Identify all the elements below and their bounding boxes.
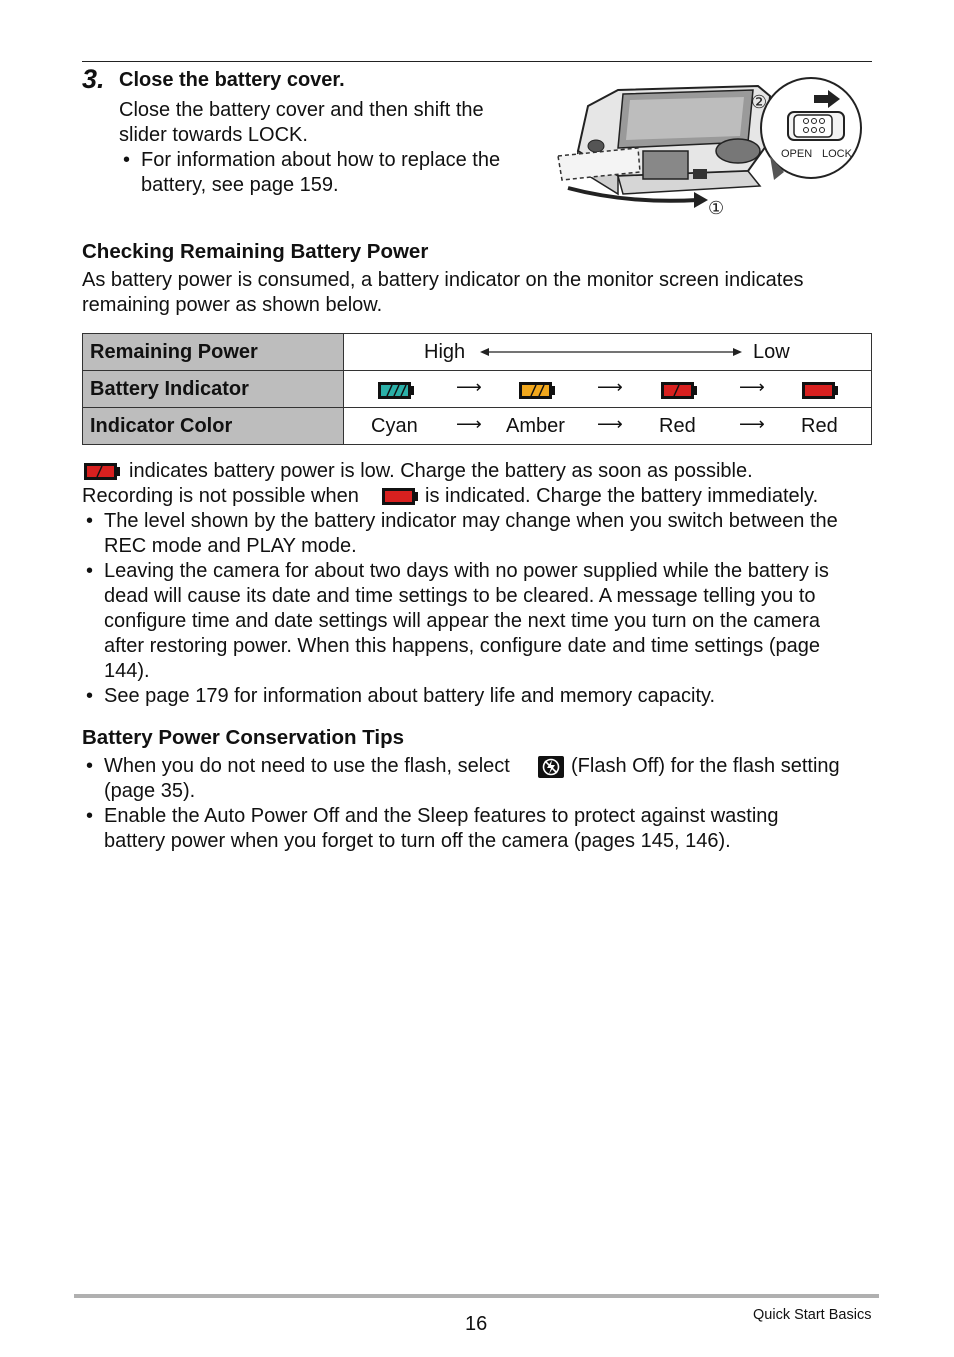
note-bullet-2-line-4: after restoring power. When this happens, configure date and time settings (page bbox=[104, 635, 820, 657]
section-name: Quick Start Basics bbox=[753, 1307, 872, 1323]
battery-full-icon bbox=[377, 381, 415, 400]
bullet-dot: • bbox=[86, 510, 94, 532]
row-label-indicator-color: Indicator Color bbox=[83, 408, 344, 445]
checking-text-line-1: As battery power is consumed, a battery indicator on the monitor screen indicates bbox=[82, 269, 804, 291]
section-heading-checking: Checking Remaining Battery Power bbox=[82, 240, 429, 263]
note-bullet-2-line-5: 144). bbox=[104, 660, 150, 682]
remaining-power-cell bbox=[344, 334, 872, 371]
bullet-dot: • bbox=[86, 685, 94, 707]
battery-empty-icon bbox=[381, 487, 419, 506]
note-line-2a: Recording is not possible when bbox=[82, 485, 359, 507]
section-heading-tips: Battery Power Conservation Tips bbox=[82, 726, 405, 749]
note-bullet-3-line-1: See page 179 for information about battery life and memory capacity. bbox=[104, 685, 716, 707]
arrow-icon: ⟶ bbox=[739, 377, 765, 397]
step-title: Close the battery cover. bbox=[119, 69, 345, 91]
flash-off-icon bbox=[538, 756, 564, 778]
note-line-1: indicates battery power is low. Charge the battery as soon as possible. bbox=[129, 460, 753, 482]
note-bullet-1-line-2: REC mode and PLAY mode. bbox=[104, 535, 357, 557]
tips-bullet-1-a: When you do not need to use the flash, select bbox=[104, 755, 510, 777]
step-bullet-line-2: battery, see page 159. bbox=[141, 174, 339, 196]
table-row bbox=[83, 371, 872, 408]
step-text-line-2: slider towards LOCK. bbox=[119, 124, 308, 146]
arrow-icon: ⟶ bbox=[597, 377, 623, 397]
low-label: Low bbox=[753, 341, 790, 363]
color-red-2: Red bbox=[801, 415, 838, 437]
arrow-icon: ⟶ bbox=[739, 414, 765, 434]
callout-2: ② bbox=[751, 92, 768, 113]
battery-two-bars-icon bbox=[518, 381, 556, 400]
note-bullet-2-line-1: Leaving the camera for about two days with no power supplied while the battery is bbox=[104, 560, 829, 582]
battery-low-icon bbox=[660, 381, 698, 400]
tips-bullet-2-line-2: battery power when you forget to turn off the camera (pages 145, 146). bbox=[104, 830, 731, 852]
arrow-icon: ⟶ bbox=[456, 414, 482, 434]
note-bullet-1-line-1: The level shown by the battery indicator may change when you switch between the bbox=[104, 510, 838, 532]
callout-1: ① bbox=[708, 198, 725, 219]
bullet-dot: • bbox=[86, 805, 94, 827]
open-label: OPEN bbox=[781, 148, 813, 160]
page-number: 16 bbox=[465, 1313, 488, 1335]
indicator-color-cell bbox=[344, 408, 872, 445]
tips-bullet-2-line-1: Enable the Auto Power Off and the Sleep features to protect against wasting bbox=[104, 805, 779, 827]
battery-table bbox=[82, 333, 872, 445]
table-row bbox=[83, 408, 872, 445]
note-line-2b: is indicated. Charge the battery immediately. bbox=[425, 485, 819, 507]
bullet-dot: • bbox=[86, 560, 94, 582]
arrow-icon: ⟶ bbox=[456, 377, 482, 397]
arrow-icon: ⟶ bbox=[597, 414, 623, 434]
step-bullet-line-1: For information about how to replace the bbox=[141, 149, 501, 171]
note-bullet-2-line-3: configure time and date settings will appear the next time you turn on the camera bbox=[104, 610, 820, 632]
step-number: 3. bbox=[82, 64, 105, 94]
battery-empty-icon bbox=[801, 381, 839, 400]
high-label: High bbox=[424, 341, 466, 363]
bullet-dot: • bbox=[123, 149, 131, 171]
battery-low-icon bbox=[83, 462, 121, 481]
step-text-line-1: Close the battery cover and then shift the bbox=[119, 99, 484, 121]
color-cyan: Cyan bbox=[371, 415, 418, 437]
battery-cover-illustration bbox=[548, 76, 872, 222]
bullet-dot: • bbox=[86, 755, 94, 777]
high-low-arrow bbox=[480, 345, 742, 359]
tips-bullet-1-b: (Flash Off) for the flash setting bbox=[571, 755, 840, 777]
row-label-remaining-power: Remaining Power bbox=[83, 334, 344, 371]
color-red-1: Red bbox=[659, 415, 696, 437]
top-rule bbox=[82, 61, 872, 62]
note-bullet-2-line-2: dead will cause its date and time settings to be cleared. A message telling you to bbox=[104, 585, 816, 607]
footer-rule bbox=[74, 1294, 879, 1298]
checking-text-line-2: remaining power as shown below. bbox=[82, 294, 383, 316]
battery-indicator-cell bbox=[344, 371, 872, 408]
tips-bullet-1-c: (page 35). bbox=[104, 780, 196, 802]
table-row bbox=[83, 334, 872, 371]
lock-label: LOCK bbox=[822, 148, 852, 160]
color-amber: Amber bbox=[506, 415, 565, 437]
row-label-battery-indicator: Battery Indicator bbox=[83, 371, 344, 408]
